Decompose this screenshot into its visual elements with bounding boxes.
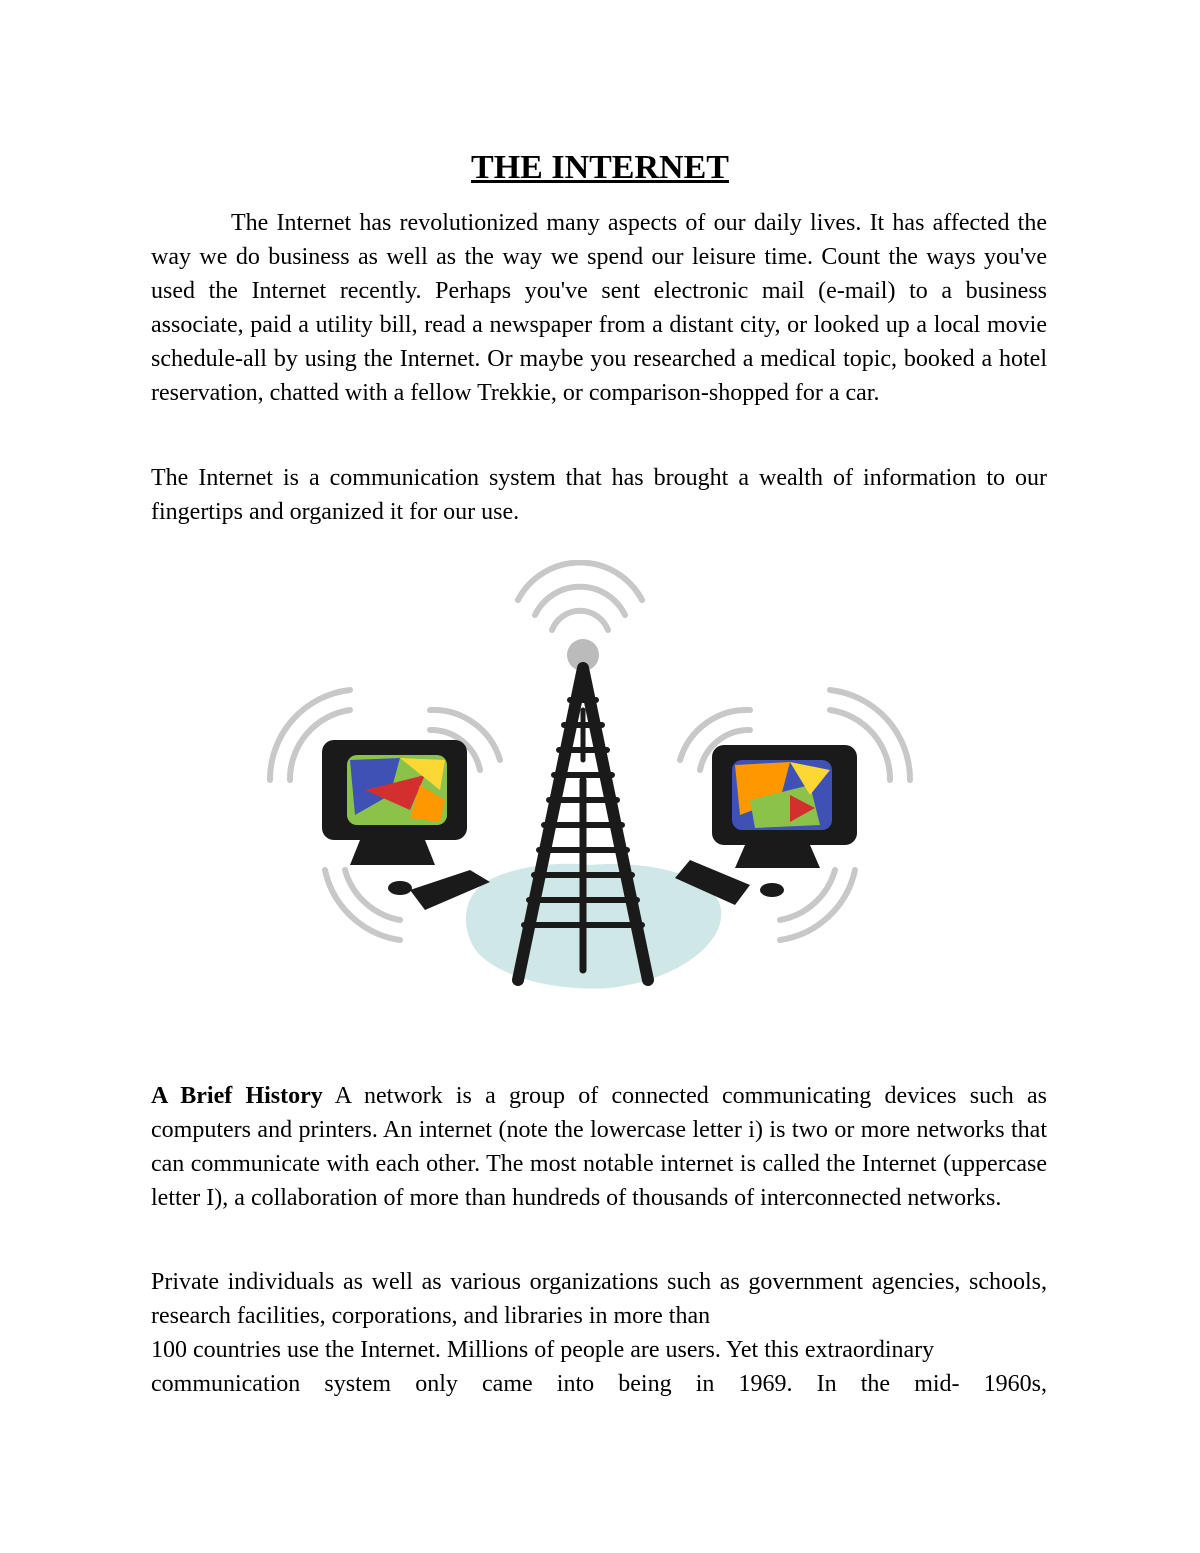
intro-paragraph: The Internet has revolutionized many aspects of our daily lives. It has affected the way we do business as well as the way we spend our leisure time. Count the ways you've used the Internet recently. Perhaps you've sent electronic mail (e-mail) to a business associate, paid a utility bill, read a newspaper from a distant city, or looked up a local movie schedule-all by using the Internet. Or maybe you researched a medical topic, booked a hotel reservation, chatted with a fellow Trekkie, or comparison-shopped for a car. bbox=[151, 210, 1047, 406]
users-text-2: 100 countries use the Internet. Millions of people are users. Yet this extraordinary bbox=[151, 1337, 935, 1363]
history-paragraph bbox=[151, 1079, 1047, 1215]
top-signal-waves bbox=[518, 562, 642, 630]
users-paragraph bbox=[151, 1265, 1047, 1401]
history-text: A network is a group of connected communicating devices such as computers and printers. An internet (note the lowercase letter i) is two or more networks that can communicate with each other. The most notable internet is called the Internet (uppercase letter I), a collaboration of more than hundreds of thousands of interconnected networks. bbox=[151, 1083, 1047, 1211]
internet-tower-illustration bbox=[250, 560, 930, 1000]
users-text-3: communication system only came into being in 1969. In the mid- 1960s, bbox=[151, 1371, 1047, 1397]
users-text-1: Private individuals as well as various organizations such as government agencies, schools, research facilities, corporations, and libraries in more than bbox=[151, 1269, 1047, 1329]
history-heading: A Brief History bbox=[151, 1083, 323, 1109]
communication-paragraph: The Internet is a communication system that has brought a wealth of information to our fingertips and organized it for our use. bbox=[151, 465, 1047, 525]
page-title: THE INTERNET bbox=[471, 149, 729, 186]
left-computer bbox=[322, 740, 490, 910]
